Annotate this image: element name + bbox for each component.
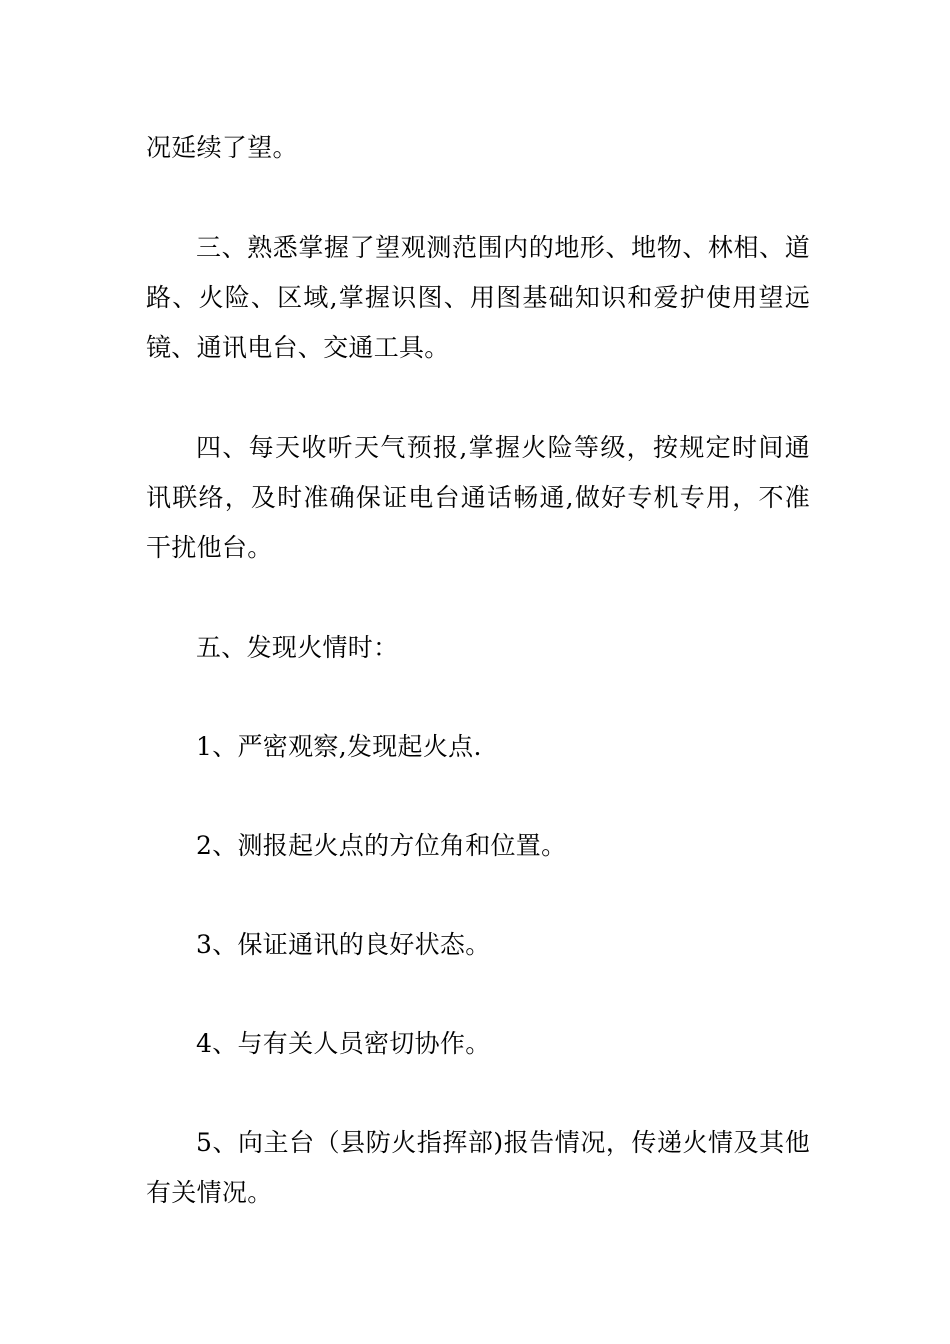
paragraph-subitem-4: 4、与有关人员密切协作。: [196, 1029, 491, 1058]
paragraph-item-4: 四、每天收听天气预报,掌握火险等级，按规定时间通讯联络，及时准确保证电台通话畅通,做好专机专用，不准干扰他台。: [146, 433, 810, 562]
paragraph-item-5-heading: 五、发现火情时：: [196, 633, 399, 662]
paragraph-subitem-1: 1、严密观察,发现起火点.: [196, 732, 482, 761]
paragraph-item-3: 三、熟悉掌握了望观测范围内的地形、地物、林相、道路、火险、区域,掌握识图、用图基础知识和爱护使用望远镜、通讯电台、交通工具。: [146, 233, 810, 362]
paragraph-subitem-2: 2、测报起火点的方位角和位置。: [196, 831, 567, 860]
paragraph-continuation: 况延续了望。: [146, 133, 298, 162]
paragraph-subitem-5: 5、向主台（县防火指挥部)报告情况，传递火情及其他有关情况。: [146, 1128, 810, 1207]
paragraph-subitem-3: 3、保证通讯的良好状态。: [196, 930, 491, 959]
